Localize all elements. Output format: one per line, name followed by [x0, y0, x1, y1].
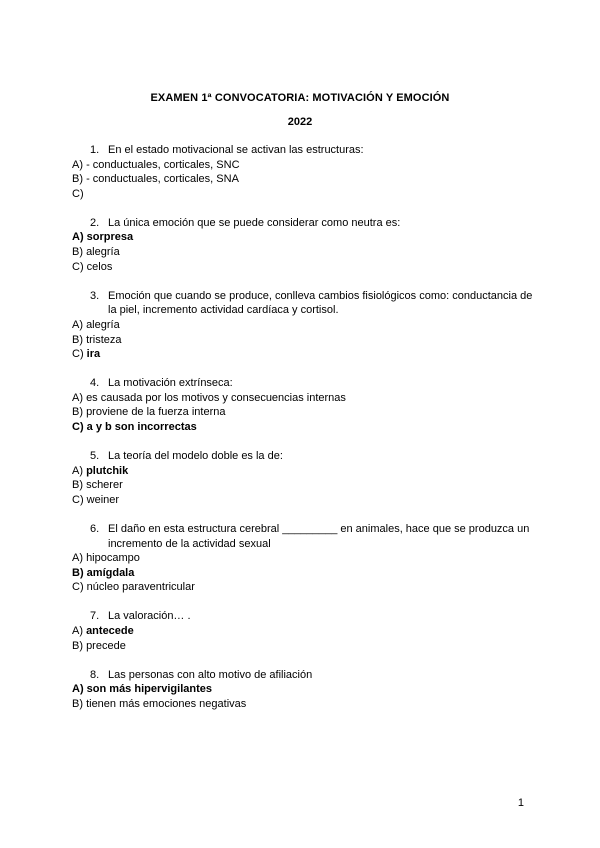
- exam-year: 2022: [287, 116, 313, 128]
- question-stem: [72, 143, 542, 158]
- question-number: 2.: [90, 216, 100, 229]
- question-number: 8.: [90, 668, 100, 681]
- option-text: tienen más emociones negativas: [86, 697, 247, 710]
- question-text: Las personas con alto motivo de afiliación: [108, 668, 313, 681]
- option-text: amígdala: [86, 566, 135, 579]
- page-title: EXAMEN 1ª CONVOCATORIA: MOTIVACIÓN Y EMOCIÓN: [150, 92, 450, 104]
- question-stem: [72, 449, 542, 464]
- option-label: B): [72, 479, 83, 492]
- question-item: [72, 522, 542, 595]
- option-text: hipocampo: [86, 552, 140, 565]
- option-text: - conductuales, corticales, SNA: [86, 173, 239, 186]
- option-text: son más hipervigilantes: [86, 683, 212, 696]
- question-item: [72, 216, 542, 274]
- question-text: En el estado motivacional se activan las estructuras:: [108, 144, 364, 156]
- option-text: núcleo paraventricular: [86, 581, 195, 594]
- question-text: El daño en esta estructura cerebral _________ en animales, hace que se produzca un incremento de la actividad sexual: [108, 522, 530, 550]
- answer-option: [72, 639, 542, 654]
- option-label: C): [72, 348, 84, 361]
- option-text: proviene de la fuerza interna: [86, 406, 226, 419]
- answer-option: [72, 566, 542, 581]
- option-label: A): [72, 231, 84, 244]
- option-label: A): [72, 552, 83, 565]
- option-text: plutchik: [86, 464, 129, 477]
- answer-option: [72, 318, 542, 333]
- option-label: A): [72, 391, 83, 404]
- option-label: B): [72, 639, 83, 652]
- option-label: B): [72, 173, 83, 186]
- answer-option: [72, 230, 542, 245]
- question-item: [72, 449, 542, 507]
- option-text: scherer: [86, 479, 123, 492]
- question-number: 3.: [90, 289, 100, 302]
- option-text: alegría: [86, 318, 120, 331]
- question-number: 6.: [90, 522, 100, 535]
- question-text: La valoración… .: [108, 610, 191, 623]
- option-text: alegría: [86, 246, 120, 259]
- answer-option: [72, 187, 542, 202]
- option-label: A): [72, 158, 83, 171]
- question-item: [72, 376, 542, 434]
- answer-option: [72, 624, 542, 639]
- answer-option: [72, 464, 542, 479]
- option-label: A): [72, 625, 83, 638]
- option-label: B): [72, 246, 83, 259]
- question-number: 4.: [90, 377, 100, 390]
- answer-option: [72, 245, 542, 260]
- answer-option: [72, 493, 542, 508]
- question-item: [72, 289, 542, 362]
- answer-option: [72, 333, 542, 348]
- questions-list: [72, 143, 542, 726]
- option-label: B): [72, 697, 83, 710]
- option-label: C): [72, 187, 84, 200]
- answer-option: [72, 420, 542, 435]
- question-stem: [72, 376, 542, 391]
- option-label: C): [72, 421, 84, 433]
- question-text: La teoría del modelo doble es la de:: [108, 450, 283, 463]
- question-text: La motivación extrínseca:: [108, 377, 233, 390]
- answer-option: [72, 551, 542, 566]
- answer-option: [72, 478, 542, 493]
- option-text: a y b son incorrectas: [86, 421, 197, 433]
- question-stem: [72, 216, 542, 231]
- option-text: antecede: [86, 625, 134, 638]
- option-label: B): [72, 406, 83, 419]
- page-number: 1: [517, 797, 524, 809]
- question-stem: [72, 522, 542, 551]
- option-text: sorpresa: [86, 231, 134, 244]
- question-item: [72, 143, 542, 201]
- option-label: C): [72, 493, 84, 506]
- question-stem: [72, 668, 542, 683]
- answer-option: [72, 682, 542, 697]
- question-stem: [72, 609, 542, 624]
- question-number: 1.: [90, 144, 100, 156]
- option-text: precede: [86, 639, 126, 652]
- option-label: A): [72, 464, 83, 477]
- question-item: [72, 668, 542, 712]
- option-label: B): [72, 333, 83, 346]
- option-label: B): [72, 566, 84, 579]
- answer-option: [72, 260, 542, 275]
- question-number: 7.: [90, 610, 100, 623]
- option-label: A): [72, 318, 83, 331]
- question-stem: [72, 289, 542, 318]
- option-text: celos: [86, 260, 113, 273]
- option-label: A): [72, 683, 84, 696]
- question-number: 5.: [90, 450, 100, 463]
- question-text: Emoción que cuando se produce, conlleva cambios fisiológicos como: conductancia de la piel, incremento actividad cardíaca y cortisol.: [108, 289, 533, 317]
- answer-option: [72, 697, 542, 712]
- answer-option: [72, 405, 542, 420]
- question-text: La única emoción que se puede considerar como neutra es:: [108, 216, 401, 229]
- option-label: C): [72, 260, 84, 273]
- answer-option: [72, 172, 542, 187]
- option-text: es causada por los motivos y consecuencias internas: [86, 391, 346, 404]
- answer-option: [72, 580, 542, 595]
- option-label: C): [72, 581, 84, 594]
- answer-option: [72, 347, 542, 362]
- option-text: ira: [86, 348, 101, 361]
- answer-option: [72, 391, 542, 406]
- option-text: weiner: [86, 493, 120, 506]
- question-item: [72, 609, 542, 653]
- option-text: tristeza: [86, 333, 122, 346]
- answer-option: [72, 158, 542, 173]
- option-text: - conductuales, corticales, SNC: [86, 158, 240, 171]
